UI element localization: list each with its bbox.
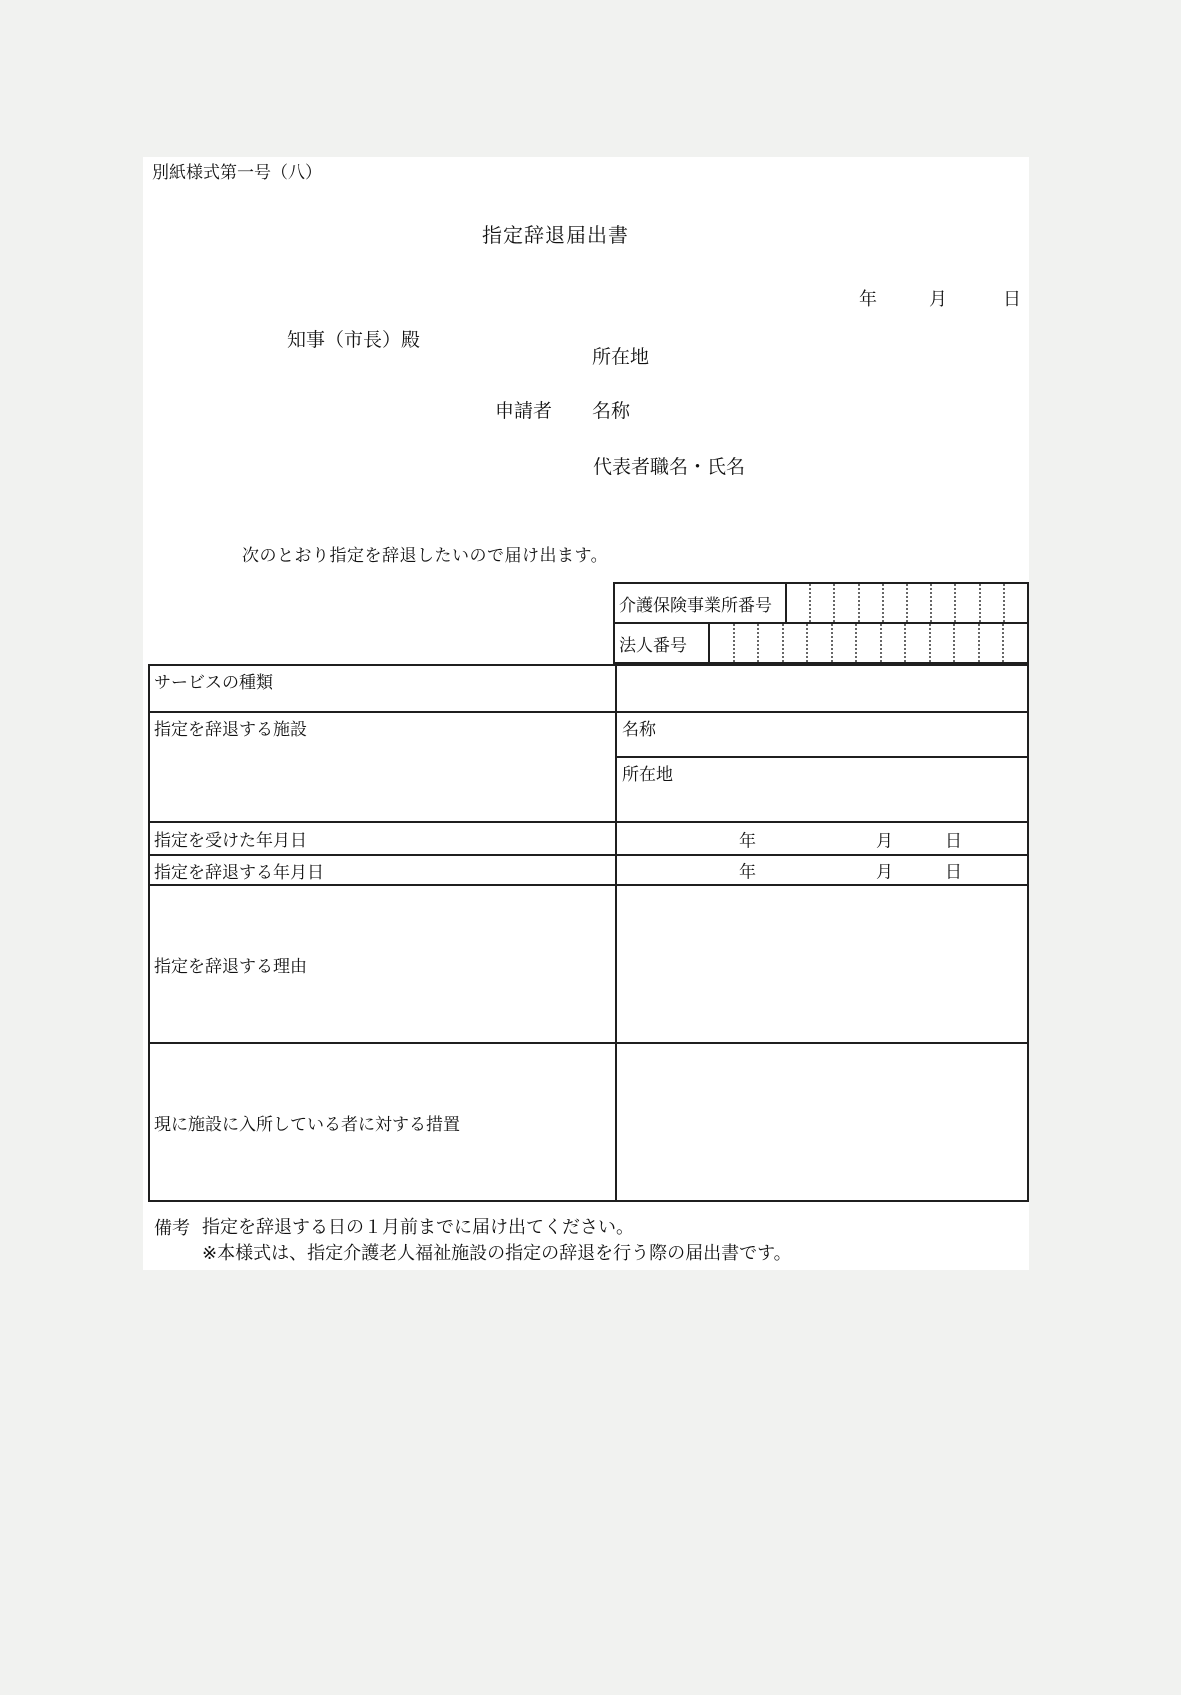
office-number-label: 介護保険事業所番号 <box>615 584 787 622</box>
year-unit-label: 年 <box>739 862 756 882</box>
applicant-name-label: 名称 <box>592 401 631 422</box>
current-residents-measures-value-cell <box>615 1044 1027 1200</box>
digit-box <box>904 624 929 662</box>
current-residents-measures-label-cell: 現に施設に入所している者に対する措置 <box>154 1114 460 1134</box>
addressee-label: 知事（市長）殿 <box>287 330 421 351</box>
digit-box <box>858 584 882 622</box>
day-unit-label: 日 <box>945 831 962 850</box>
digit-box <box>906 584 930 622</box>
facility-row <box>150 711 1027 821</box>
month-unit-label: 月 <box>876 831 893 850</box>
decline-reason-value-cell <box>615 886 1027 1042</box>
service-type-label-cell: サービスの種類 <box>154 673 273 692</box>
applicant-address-label: 所在地 <box>592 347 650 368</box>
designation-date-row <box>150 821 1027 854</box>
digit-box <box>710 624 733 662</box>
remarks-line-1: 指定を辞退する日の１月前までに届け出てください。 <box>202 1217 634 1237</box>
digit-box <box>1003 584 1027 622</box>
day-unit-label: 日 <box>945 862 962 882</box>
digit-box <box>929 624 954 662</box>
designation-date-label-cell: 指定を受けた年月日 <box>154 831 307 850</box>
facility-label-cell: 指定を辞退する施設 <box>154 720 307 739</box>
remarks-block <box>154 1214 792 1266</box>
declaration-sentence: 次のとおり指定を辞退したいので届け出ます。 <box>242 546 609 565</box>
digit-box <box>1002 624 1027 662</box>
applicant-label: 申請者 <box>495 401 553 422</box>
decline-date-label-cell: 指定を辞退する年月日 <box>154 862 324 882</box>
digit-box <box>882 584 906 622</box>
number-table <box>613 582 1029 664</box>
date-year-label: 年 <box>859 289 877 309</box>
current-residents-measures-row <box>150 1042 1027 1200</box>
digit-box <box>782 624 807 662</box>
form-number: 別紙様式第一号（八） <box>152 163 322 182</box>
digit-box <box>953 624 978 662</box>
main-table <box>148 664 1029 1202</box>
corporate-number-label: 法人番号 <box>615 624 710 662</box>
date-month-label: 月 <box>929 289 947 309</box>
digit-box <box>930 584 954 622</box>
office-number-digit-boxes <box>787 584 1027 622</box>
remarks-label: 備考 <box>154 1218 190 1238</box>
document-paper <box>143 157 1029 1270</box>
remarks-line-2: ※本様式は、指定介護老人福祉施設の指定の辞退を行う際の届出書です。 <box>202 1243 792 1263</box>
digit-box <box>787 584 809 622</box>
service-type-value-cell <box>615 666 1027 711</box>
designation-date-value-cell <box>615 823 1027 854</box>
digit-box <box>954 584 978 622</box>
page-title: 指定辞退届出書 <box>482 225 629 247</box>
decline-date-row <box>150 854 1027 884</box>
year-unit-label: 年 <box>739 831 756 850</box>
facility-value-cell <box>615 713 1027 821</box>
month-unit-label: 月 <box>876 862 893 882</box>
digit-box <box>880 624 905 662</box>
service-type-row <box>150 666 1027 711</box>
digit-box <box>809 584 833 622</box>
corporate-number-digit-boxes <box>710 624 1027 662</box>
digit-box <box>806 624 831 662</box>
digit-box <box>831 624 856 662</box>
representative-title-name-label: 代表者職名・氏名 <box>593 457 746 478</box>
remarks-lines <box>202 1214 792 1266</box>
corporate-number-row <box>615 622 1027 662</box>
office-number-row <box>615 584 1027 622</box>
date-day-label: 日 <box>1003 289 1021 309</box>
digit-box <box>757 624 782 662</box>
digit-box <box>855 624 880 662</box>
decline-date-value-cell <box>615 856 1027 884</box>
digit-box <box>979 584 1003 622</box>
digit-box <box>978 624 1003 662</box>
decline-reason-label-cell: 指定を辞退する理由 <box>154 956 307 976</box>
facility-name-cell: 名称 <box>617 713 1027 758</box>
decline-reason-row <box>150 884 1027 1042</box>
digit-box <box>733 624 758 662</box>
facility-address-cell: 所在地 <box>622 765 673 784</box>
digit-box <box>833 584 857 622</box>
